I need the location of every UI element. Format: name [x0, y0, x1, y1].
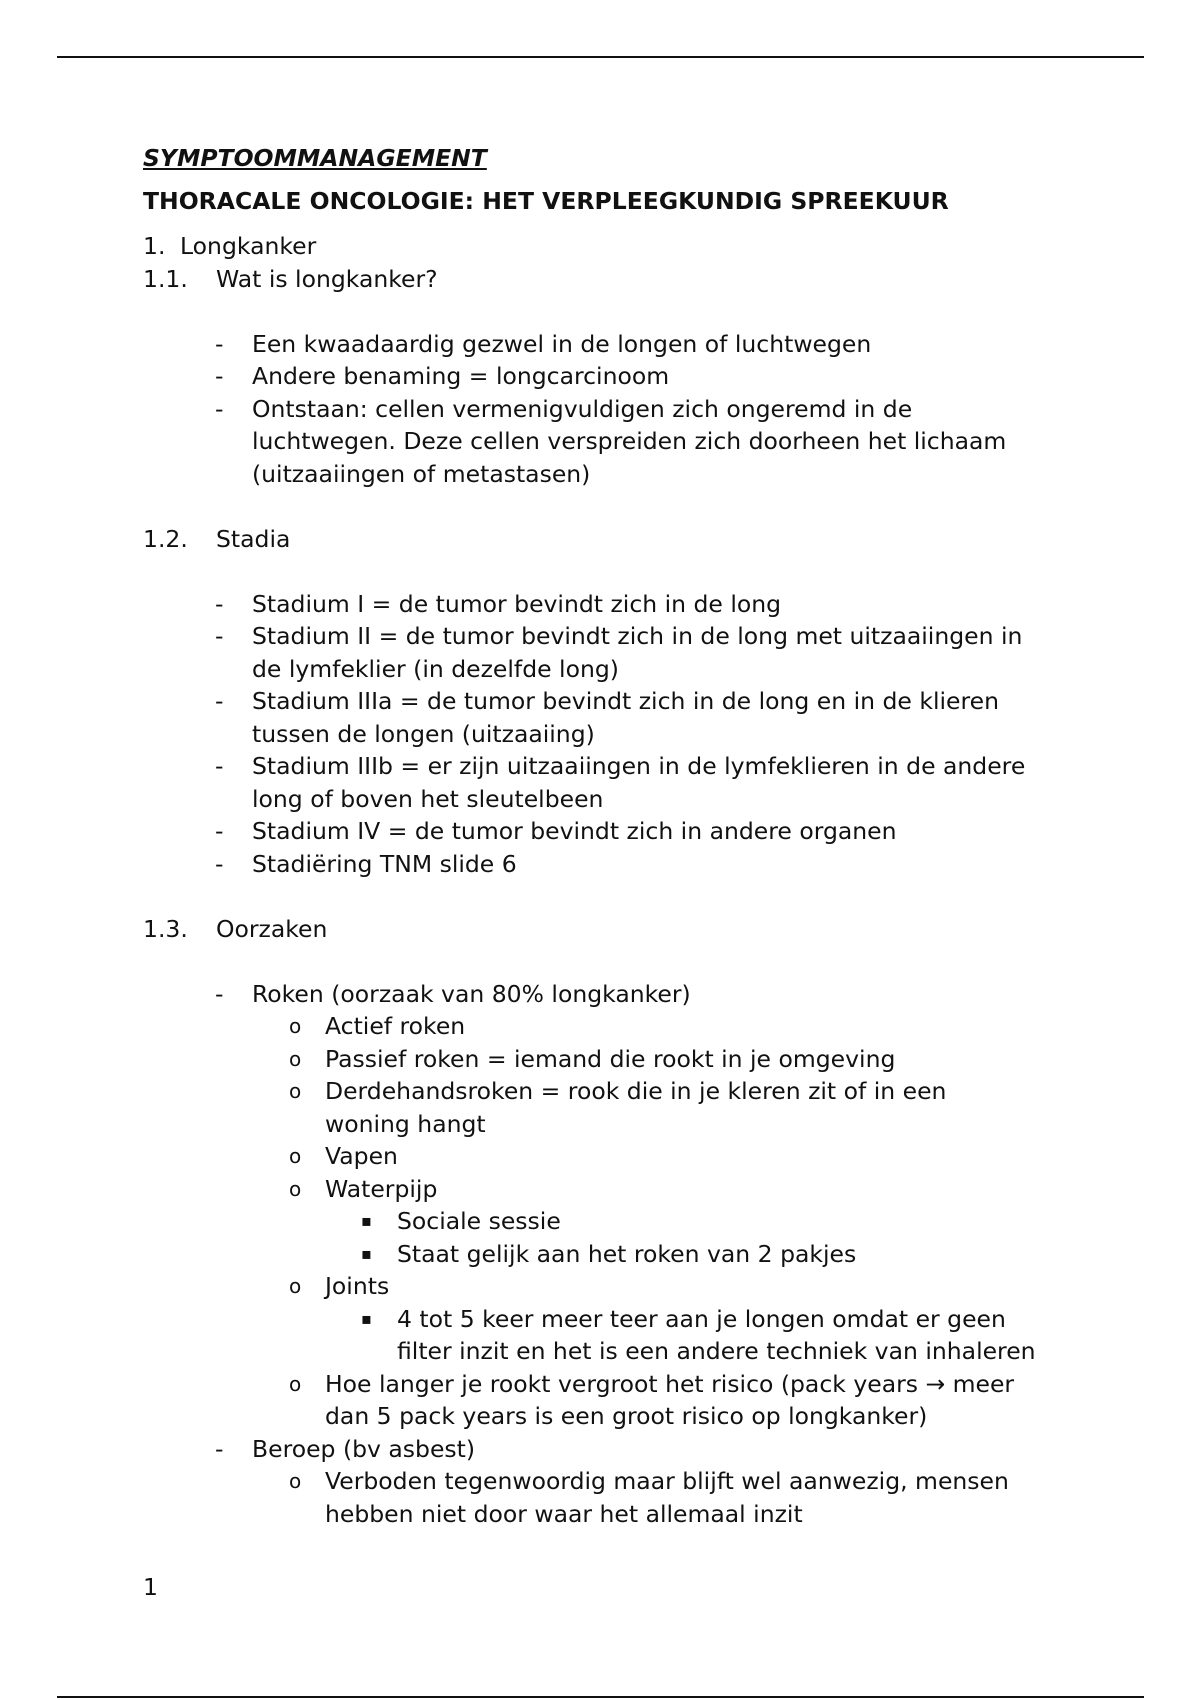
dash-marker: - — [215, 329, 224, 358]
bullet-text: Stadiëring TNM slide 6 — [252, 849, 517, 878]
square-marker: ▪ — [361, 1211, 372, 1230]
bullet-text-continued: de lymfeklier (in dezelfde long) — [252, 654, 619, 683]
dash-marker: - — [215, 979, 224, 1008]
sub-bullet-item — [143, 1075, 1083, 1108]
circle-marker: o — [289, 1046, 302, 1071]
sub-bullet-text-continued: dan 5 pack years is een groot risico op longkanker) — [325, 1402, 928, 1430]
bullet-item — [143, 978, 1083, 1011]
bullet-text-continued: tussen de longen (uitzaaiing) — [252, 719, 595, 748]
subsection-heading — [143, 523, 1083, 556]
subsection-number: 1.3. — [143, 914, 188, 943]
bullet-item — [143, 750, 1083, 783]
subsection-heading — [143, 913, 1083, 946]
bullet-text-continued: luchtwegen. Deze cellen verspreiden zich doorheen het lichaam — [252, 427, 1007, 455]
subsection-label: Oorzaken — [216, 914, 328, 943]
section-number: 1. — [143, 232, 166, 260]
sub-bullet-item — [143, 1043, 1083, 1076]
sub-bullet-text: Joints — [325, 1272, 390, 1300]
dash-marker: - — [215, 1434, 224, 1463]
circle-marker: o — [289, 1469, 302, 1493]
dash-marker: - — [215, 362, 224, 390]
dash-marker: - — [215, 589, 224, 618]
bullet-text: Stadium IIIb = er zijn uitzaaiingen in de lymfeklieren in de andere — [252, 752, 1026, 780]
bullet-text: Stadium I = de tumor bevindt zich in de long — [252, 589, 782, 618]
bullet-text: Stadium IIIa = de tumor bevindt zich in de long en in de klieren — [252, 687, 999, 715]
document-body — [143, 140, 1083, 1530]
circle-marker: o — [289, 1144, 302, 1168]
circle-marker: o — [289, 1371, 302, 1396]
bullet-item — [143, 393, 1083, 426]
square-marker: ▪ — [361, 1308, 372, 1328]
footer-rule — [57, 1696, 1144, 1698]
bullet-item — [143, 360, 1083, 393]
circle-marker: o — [289, 1176, 302, 1201]
page-number: 1 — [143, 1573, 158, 1601]
sub-bullet-item — [143, 1173, 1083, 1206]
subsection-number: 1.1. — [143, 264, 188, 293]
circle-marker: o — [289, 1079, 302, 1103]
sub-bullet-text: Derdehandsroken = rook die in je kleren zit of in een — [325, 1077, 947, 1105]
bullet-text: Beroep (bv asbest) — [252, 1434, 476, 1463]
sub-bullet-text-continued: woning hangt — [325, 1109, 486, 1138]
bullet-text: Stadium II = de tumor bevindt zich in de long met uitzaaiingen in — [252, 622, 1023, 650]
dash-marker: - — [215, 687, 224, 715]
sub-sub-bullet-text: Staat gelijk aan het roken van 2 pakjes — [397, 1239, 857, 1268]
sub-bullet-text: Actief roken — [325, 1012, 466, 1040]
sub-bullet-item — [143, 1465, 1083, 1498]
subsection-number: 1.2. — [143, 524, 188, 553]
dash-marker: - — [215, 752, 224, 780]
dash-marker: - — [215, 849, 224, 878]
sub-sub-bullet-text: Sociale sessie — [397, 1207, 561, 1235]
dash-marker: - — [215, 817, 224, 845]
sub-bullet-item — [143, 1270, 1083, 1303]
bullet-text-continued: long of boven het sleutelbeen — [252, 784, 604, 813]
bullet-item — [143, 588, 1083, 621]
circle-marker: o — [289, 1274, 302, 1298]
bullet-text: Andere benaming = longcarcinoom — [252, 362, 670, 390]
bullet-text: Een kwaadaardig gezwel in de longen of luchtwegen — [252, 329, 872, 358]
sub-sub-bullet-item — [143, 1205, 1083, 1238]
bullet-item — [143, 1433, 1083, 1466]
bullet-item — [143, 620, 1083, 653]
square-marker: ▪ — [361, 1243, 372, 1263]
bullet-text: Roken (oorzaak van 80% longkanker) — [252, 979, 691, 1008]
circle-marker: o — [289, 1014, 302, 1038]
bullet-item — [143, 685, 1083, 718]
sub-sub-bullet-text: 4 tot 5 keer meer teer aan je longen omdat er geen — [397, 1304, 1006, 1333]
dash-marker: - — [215, 394, 224, 423]
bullet-item — [143, 848, 1083, 881]
bullet-text: Ontstaan: cellen vermenigvuldigen zich ongeremd in de — [252, 394, 913, 423]
sub-bullet-text: Verboden tegenwoordig maar blijft wel aanwezig, mensen — [325, 1467, 1009, 1495]
sub-bullet-text-continued: hebben niet door waar het allemaal inzit — [325, 1499, 803, 1528]
sub-bullet-text: Waterpijp — [325, 1174, 438, 1203]
section-heading — [143, 230, 1083, 263]
sub-bullet-text: Vapen — [325, 1142, 398, 1170]
dash-marker: - — [215, 622, 224, 650]
sub-bullet-text: Passief roken = iemand die rookt in je omgeving — [325, 1044, 896, 1073]
bullet-text-continued: (uitzaaiingen of metastasen) — [252, 459, 591, 488]
document-subtitle: THORACALE ONCOLOGIE: HET VERPLEEGKUNDIG SPREEKUUR — [143, 187, 949, 215]
header-rule — [57, 56, 1144, 58]
sub-sub-bullet-item — [143, 1238, 1083, 1271]
sub-sub-bullet-item — [143, 1303, 1083, 1336]
bullet-item — [143, 328, 1083, 361]
bullet-item — [143, 815, 1083, 848]
sub-sub-bullet-text-continued: filter inzit en het is een andere techniek van inhaleren — [397, 1337, 1036, 1365]
section-label: Longkanker — [180, 232, 317, 260]
document-title: SYMPTOOMMANAGEMENT — [143, 144, 487, 172]
subsection-heading — [143, 263, 1083, 296]
bullet-text: Stadium IV = de tumor bevindt zich in andere organen — [252, 817, 897, 845]
sub-bullet-text: Hoe langer je rookt vergroot het risico (pack years → meer — [325, 1369, 1015, 1398]
sub-bullet-item — [143, 1010, 1083, 1043]
subsection-label: Wat is longkanker? — [216, 264, 438, 293]
sub-bullet-item — [143, 1140, 1083, 1173]
sub-bullet-item — [143, 1368, 1083, 1401]
subsection-label: Stadia — [216, 524, 291, 553]
